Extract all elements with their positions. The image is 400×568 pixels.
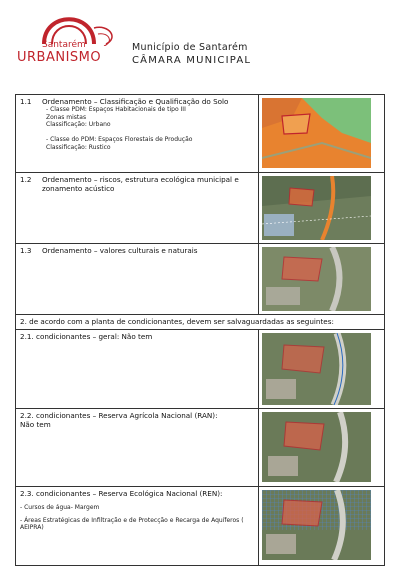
- detail-line: Zonas mistas: [46, 113, 87, 121]
- row-title: Ordenamento – Classificação e Qualificação do Solo: [42, 97, 229, 106]
- row-1-3-text: [16, 244, 259, 314]
- row-1-1-text: [16, 95, 259, 172]
- logo-santarem-text: Santarém: [42, 40, 86, 50]
- detail-line: - Classe do PDM: Espaços Florestais de Produção: [46, 136, 193, 143]
- detail-line: Classificação: Urbano: [46, 121, 111, 128]
- detail-line: - Áreas Estratégicas de Infiltração e de Protecção e Recarga de Aquíferos ( AEIPRA): [20, 516, 244, 531]
- detail-line: Classificação: Rustico: [46, 143, 111, 151]
- table-row: [16, 409, 384, 487]
- table-row: [16, 95, 384, 173]
- risk-zoning-map-image: [262, 176, 371, 240]
- ren-map-image: [262, 490, 371, 560]
- row-title: 2.1. condicionantes – geral:: [20, 332, 120, 341]
- row-title: 2.2. condicionantes – Reserva Agrícola Nacional (RAN):: [20, 411, 218, 420]
- table-row: [16, 173, 384, 244]
- detail-line: - Classe PDM: Espaços Habitacionais de tipo III: [46, 106, 186, 113]
- row-value: Não tem: [121, 332, 153, 341]
- row-2-1-map: [259, 330, 384, 408]
- row-number: 1.3: [20, 246, 32, 255]
- table-row: [16, 244, 384, 315]
- row-2-3-text: [16, 487, 259, 565]
- table-row: [16, 487, 384, 565]
- land-classification-map-image: [262, 98, 371, 168]
- cultural-values-map-image: [262, 247, 371, 311]
- detail-line: [46, 129, 254, 137]
- page-header: [0, 0, 400, 90]
- row-2-2-text: [16, 409, 259, 486]
- table-row: [16, 330, 384, 409]
- row-1-1-map: [259, 95, 384, 172]
- row-1-2-map: [259, 173, 384, 243]
- general-constraints-map-image: [262, 333, 371, 405]
- section-2-heading: 2. de acordo com a planta de condicionantes, devem ser salvaguardadas as seguintes:: [20, 317, 334, 326]
- planning-table: [15, 94, 385, 566]
- row-2-2-map: [259, 409, 384, 486]
- row-1-2-text: [16, 173, 259, 243]
- row-1-3-map: [259, 244, 384, 314]
- municipality-name: Município de Santarém: [132, 42, 248, 53]
- row-number: 1.1: [20, 97, 32, 106]
- row-2-3-map: [259, 487, 384, 565]
- detail-line: - Cursos de água- Margem: [20, 504, 100, 511]
- row-number: 1.2: [20, 175, 32, 184]
- row-title: Ordenamento – riscos, estrutura ecológica municipal e zonamento acústico: [42, 175, 239, 193]
- chamber-name: CÂMARA MUNICIPAL: [132, 55, 252, 66]
- ran-map-image: [262, 412, 371, 482]
- row-title: Ordenamento – valores culturais e naturais: [42, 246, 198, 255]
- row-2-1-text: [16, 330, 259, 408]
- logo-urbanismo-text: URBANISMO: [17, 50, 102, 65]
- table-row: [16, 315, 384, 330]
- row-title: 2.3. condicionantes – Reserva Ecológica Nacional (REN):: [20, 489, 223, 498]
- row-value: Não tem: [20, 420, 51, 429]
